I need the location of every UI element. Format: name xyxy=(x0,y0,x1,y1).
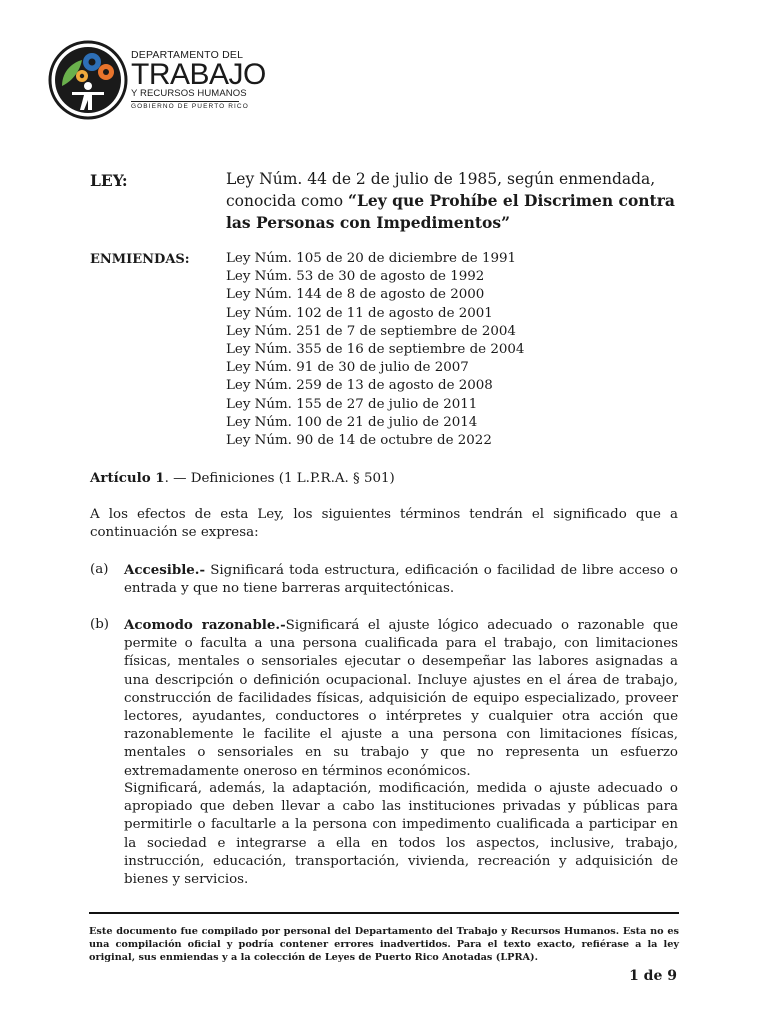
enmiendas-list xyxy=(226,250,524,450)
logo-line-trabajo: TRABAJO xyxy=(131,58,266,91)
definition-letter: (b) xyxy=(90,617,110,632)
articulo-heading xyxy=(90,470,395,486)
definition-letter: (a) xyxy=(90,562,109,577)
articulo-title: . — Definiciones (1 L.P.R.A. § 501) xyxy=(164,471,395,486)
intro-paragraph: A los efectos de esta Ley, los siguientes términos tendrán el significado que a continuación se expresa: xyxy=(90,507,678,541)
logo-line-departamento: DEPARTAMENTO DEL xyxy=(131,49,244,61)
ley-title: “Ley que Prohíbe el Discrimen contra las Personas con Impedimentos” xyxy=(226,191,675,232)
enmienda-item: Ley Núm. 100 de 21 de julio de 2014 xyxy=(226,414,478,430)
footer-disclaimer: Este documento fue compilado por personal del Departamento del Trabajo y Recursos Humanos. Esta no es una compilación oficial y podría contener errores inadvertidos. Para el texto exacto, refiérase a la ley original, sus enmiendas y a la colección de Leyes de Puerto Rico Anotadas (LPRA). xyxy=(89,926,679,963)
definition-body: Significará, además, la adaptación, modificación, medida o ajuste adecuado o apropiado que deben llevar a cabo las instituciones privadas y públicas para permitirle o facultarle a la persona con impedimento cualificada a participar en la sociedad e integrarse a ella en todos los aspectos, inclusive, trabajo, instrucción, educación, transportación, vivienda, recreación y adquisición de bienes y servicios. xyxy=(124,781,678,888)
articulo-number: Artículo 1 xyxy=(90,470,165,486)
enmienda-item: Ley Núm. 53 de 30 de agosto de 1992 xyxy=(226,269,485,285)
ley-description xyxy=(226,169,678,234)
definition-term: Accesible.- xyxy=(124,562,206,578)
logo-line-gobierno: GOBIERNO DE PUERTO RICO xyxy=(131,103,249,110)
page-number: 1 de 9 xyxy=(629,968,677,984)
definition-body xyxy=(124,561,678,598)
enmienda-item: Ley Núm. 251 de 7 de septiembre de 2004 xyxy=(226,323,516,339)
definition-body xyxy=(124,616,678,781)
ley-text-prefix: Ley Núm. 44 de 2 de julio de 1985, según enmendada, conocida como xyxy=(226,170,656,210)
footer-divider xyxy=(89,912,679,914)
enmienda-item: Ley Núm. 355 de 16 de septiembre de 2004 xyxy=(226,342,525,358)
enmienda-item: Ley Núm. 144 de 8 de agosto de 2000 xyxy=(226,287,485,303)
enmienda-item: Ley Núm. 102 de 11 de agosto de 2001 xyxy=(226,305,493,321)
enmiendas-label: ENMIENDAS: xyxy=(90,252,190,267)
department-wordmark xyxy=(131,50,291,111)
enmienda-item: Ley Núm. 91 de 30 de julio de 2007 xyxy=(226,360,469,376)
definition-text: Significará el ajuste lógico adecuado o razonable que permite o faculta a una persona cualificada para el trabajo, con limitaciones físicas, mentales o sensoriales ejecutar o desempeñar las labores asignadas a una descripción o definición ocupacional. Incluye ajustes en el área de trabajo, construcción de facilidades físicas, adquisición de equipo especializado, proveer lectores, ayudantes, conductores o intérpretes y cualquier otra acción que razonablemente le facilite el ajuste a una persona con limitaciones físicas, mentales o sensoriales en su trabajo y que no representa un esfuerzo extremadamente oneroso en términos económicos. xyxy=(124,618,678,779)
enmienda-item: Ley Núm. 105 de 20 de diciembre de 1991 xyxy=(226,251,517,266)
logo-line-recursos: Y RECURSOS HUMANOS xyxy=(131,88,247,99)
enmienda-item: Ley Núm. 90 de 14 de octubre de 2022 xyxy=(226,433,492,449)
logo-divider xyxy=(131,101,239,102)
definition-term: Acomodo razonable.- xyxy=(124,617,286,633)
ley-label: LEY: xyxy=(90,171,128,190)
department-seal-icon xyxy=(48,40,128,120)
department-logo xyxy=(48,40,266,132)
enmienda-item: Ley Núm. 259 de 13 de agosto de 2008 xyxy=(226,378,493,394)
definition-text: Significará toda estructura, edificación o facilidad de libre acceso o entrada y que no tiene barreras arquitectónicas. xyxy=(124,563,678,597)
enmienda-item: Ley Núm. 155 de 27 de julio de 2011 xyxy=(226,396,478,412)
